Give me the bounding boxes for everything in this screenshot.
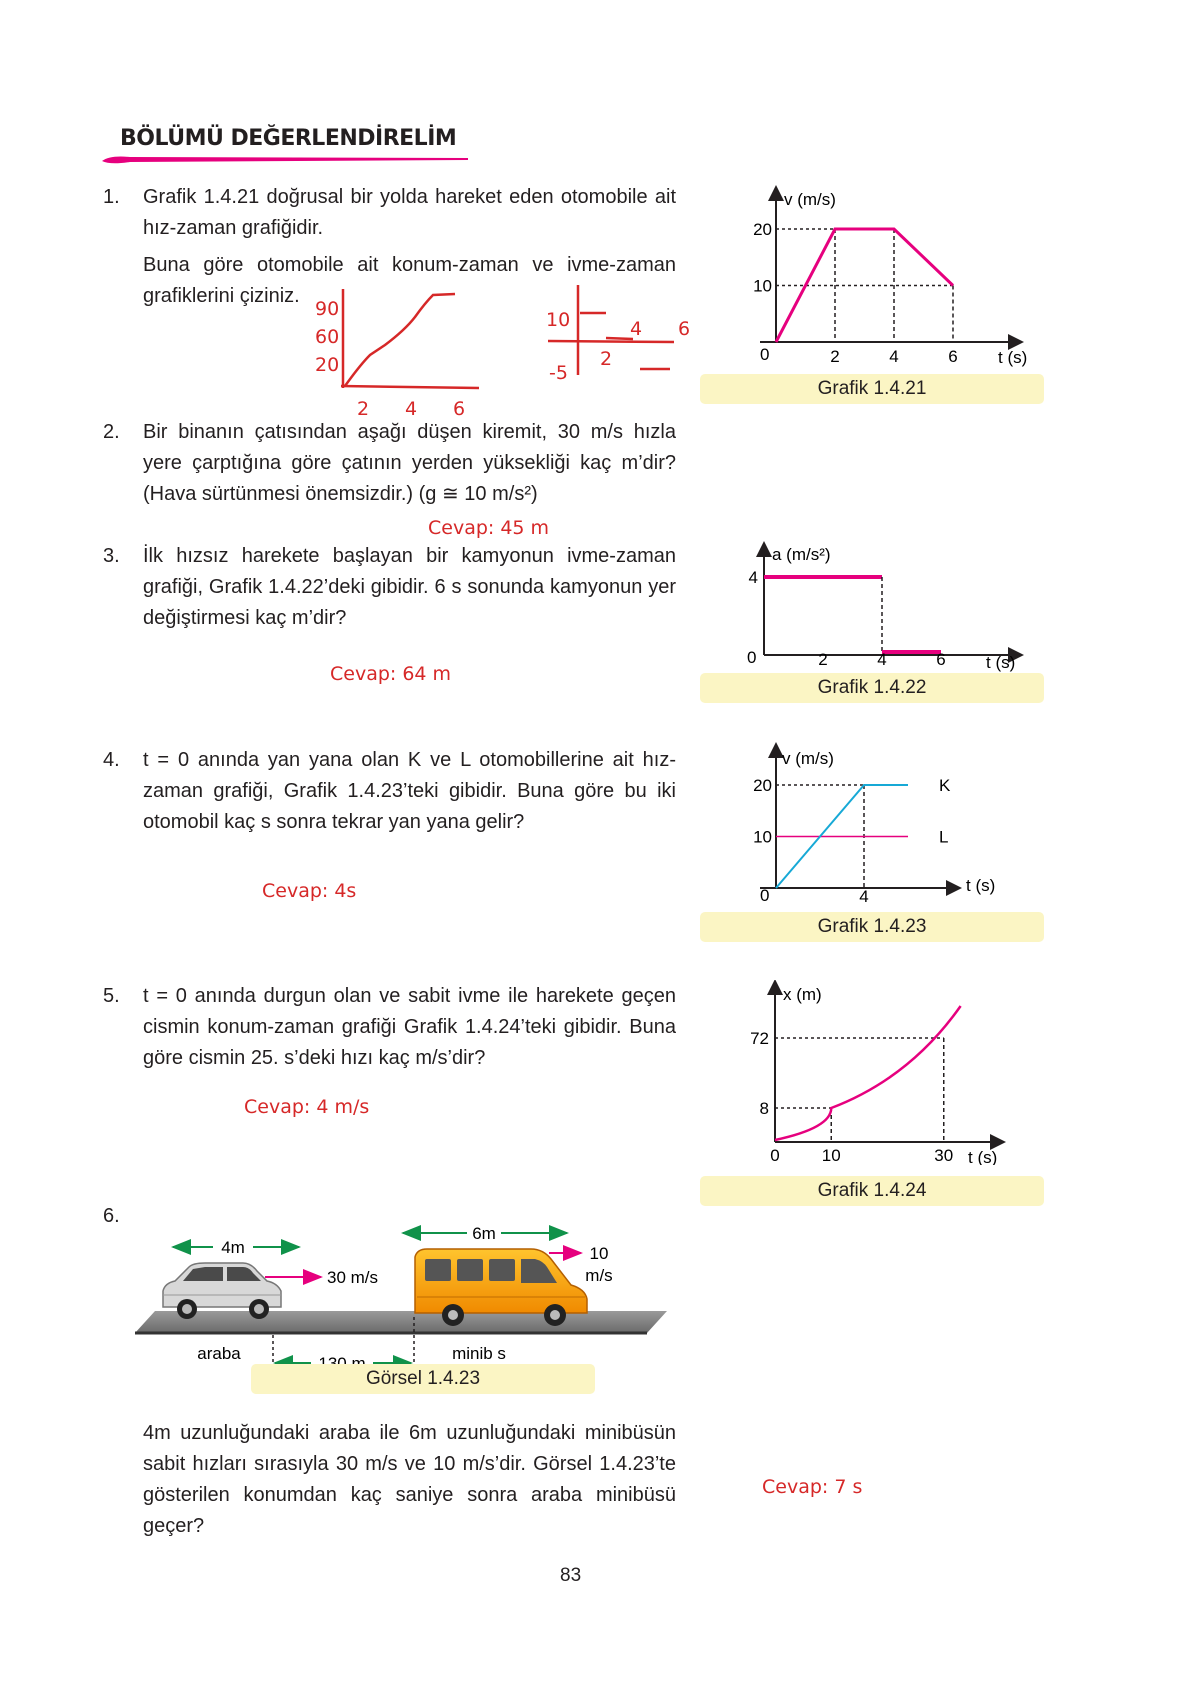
pos-y-label-90: 90 (315, 298, 340, 320)
g23-ylabel: v (m/s) (782, 749, 834, 768)
question-1-number: 1. (103, 186, 120, 208)
g21-xtick-2: 2 (830, 347, 840, 366)
g24-caption: Grafik 1.4.24 (700, 1176, 1044, 1206)
figure-6-illustration (125, 1205, 685, 1375)
question-5-answer: Cevap: 4 m/s (244, 1096, 370, 1118)
acc-label-2: 2 (600, 348, 613, 370)
pos-x-label-4: 4 (405, 398, 418, 420)
g23-label-l: L (939, 827, 949, 847)
pos-y-label-20: 20 (315, 354, 340, 376)
g22-ylabel: a (m/s²) (772, 545, 831, 564)
chart-g22 (730, 540, 1050, 675)
g24-series-x (775, 1006, 961, 1140)
g24-xtick-30: 30 (934, 1146, 954, 1165)
pos-x-label-2: 2 (357, 398, 370, 420)
question-2-answer: Cevap: 45 m (428, 517, 550, 539)
van-speed-unit: m/s (585, 1266, 613, 1285)
road (135, 1311, 667, 1333)
acc-label-6: 6 (678, 318, 691, 340)
question-6-answer: Cevap: 7 s (762, 1476, 863, 1498)
g21-xtick-6: 6 (948, 347, 958, 366)
g24-ytick-72: 72 (750, 1029, 769, 1048)
acc-label-minus5: -5 (549, 362, 568, 383)
question-6-text: 4m uzunluğundaki araba ile 6m uzunluğundaki minibüsün sabit hızları sırasıyla 30 m/s ve 10 m/s’dir. Görsel 1.4.23’te gösterilen konumdan kaç saniye sonra araba minibüsü geçer? (143, 1422, 676, 1537)
question-3-text: İlk hızsız harekete başlayan bir kamyonun ivme-zaman grafiği, Grafik 1.4.22’deki gibidir. 6 s sonunda kamyonun yer değiştirmesi kaç m’dir? (143, 545, 676, 629)
acc-label-10: 10 (546, 309, 571, 331)
g22-xtick-6: 6 (936, 650, 946, 669)
page-number: 83 (560, 1565, 582, 1586)
g23-caption: Grafik 1.4.23 (700, 912, 1044, 942)
figure-6-caption: Görsel 1.4.23 (251, 1364, 595, 1394)
g21-xtick-4: 4 (889, 347, 899, 366)
question-2-text: Bir binanın çatısından aşağı düşen kiremit, 30 m/s hızla yere çarptığına göre çatının yerden yüksekliği kaç m’dir? (Hava sürtünmesi önemsizdir.) (g ≅ 10 m/s²) (143, 421, 676, 505)
section-title: BÖLÜMÜ DEĞERLENDİRELİM (120, 126, 457, 151)
question-4-text: t = 0 anında yan yana olan K ve L otomobillerine ait hız-zaman grafiği, Grafik 1.4.23’teki gibidir. Buna göre bu iki otomobil kaç s sonra tekrar yan yana gelir? (143, 749, 676, 833)
g21-ytick-10: 10 (753, 276, 772, 296)
g22-xlabel: t (s) (986, 653, 1016, 672)
question-5-number: 5. (103, 985, 120, 1007)
g24-ytick-8: 8 (759, 1099, 769, 1118)
title-underline (100, 154, 470, 166)
g22-xtick-2: 2 (818, 650, 828, 669)
question-4-answer: Cevap: 4s (262, 880, 357, 902)
chart-g23 (730, 740, 1050, 905)
g23-label-k: K (939, 776, 951, 795)
question-6-number: 6. (103, 1205, 120, 1227)
g23-xtick-4: 4 (859, 887, 869, 905)
g21-origin: 0 (760, 345, 770, 364)
g21-xlabel: t (s) (998, 348, 1028, 367)
van-label: minib s (452, 1344, 506, 1363)
g21-ytick-20: 20 (753, 220, 772, 239)
g24-ylabel: x (m) (783, 985, 822, 1004)
g22-caption: Grafik 1.4.22 (700, 673, 1044, 703)
g22-origin: 0 (747, 648, 757, 667)
g21-ylabel: v (m/s) (784, 190, 836, 209)
van-speed-value: 10 (589, 1244, 609, 1263)
g23-origin: 0 (760, 886, 770, 905)
handwritten-position-graph (305, 285, 490, 420)
handwritten-acceleration-graph (540, 283, 700, 383)
van-length-label: 6m (472, 1224, 496, 1243)
g24-xlabel: t (s) (968, 1148, 998, 1165)
g24-xtick-10: 10 (821, 1146, 841, 1165)
question-5-text: t = 0 anında durgun olan ve sabit ivme ile harekete geçen cismin konum-zaman grafiği Grafik 1.4.24’teki gibidir. Buna göre cismin 25. s’deki hızı kaç m/s’dir? (143, 985, 676, 1069)
pos-y-label-60: 60 (315, 326, 340, 348)
question-1-text2: Buna göre otomobile ait konum-zaman ve ivme-zaman grafiklerini çiziniz. (143, 254, 676, 307)
question-1-text: Grafik 1.4.21 doğrusal bir yolda hareket eden otomobile ait hız-zaman grafiğidir. (143, 186, 676, 239)
pos-x-label-6: 6 (453, 398, 466, 420)
g23-ytick-20: 20 (753, 776, 772, 795)
car-length-label: 4m (221, 1238, 245, 1257)
chart-g24 (730, 980, 1050, 1165)
g23-ytick-10: 10 (753, 827, 772, 847)
question-3-answer: Cevap: 64 m (330, 663, 452, 685)
g22-xtick-4: 4 (877, 650, 887, 669)
car (163, 1263, 281, 1319)
g21-caption: Grafik 1.4.21 (700, 374, 1044, 404)
car-label: araba (197, 1344, 241, 1363)
g22-ytick-4: 4 (748, 568, 758, 587)
acc-label-4: 4 (630, 318, 643, 340)
question-2-number: 2. (103, 421, 120, 443)
g24-origin: 0 (770, 1146, 780, 1165)
question-4-number: 4. (103, 749, 120, 771)
g23-xlabel: t (s) (966, 876, 996, 895)
question-3-number: 3. (103, 545, 120, 567)
chart-g21 (730, 185, 1050, 370)
car-speed-label: 30 m/s (327, 1268, 379, 1287)
